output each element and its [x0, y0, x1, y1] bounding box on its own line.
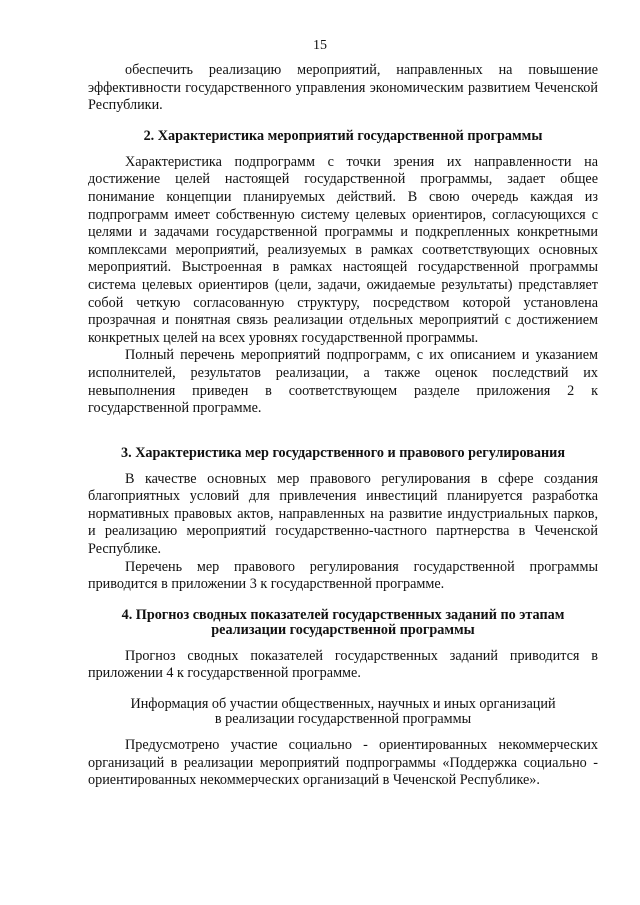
section-2-paragraph-2: Полный перечень мероприятий подпрограмм, с их описанием и указанием исполнителей, результатов реализации, а также оценок последствий их невыполнения приведен в соответствующем разделе приложения 2 к государственной программе.	[88, 347, 598, 417]
section-4-paragraph-1: Прогноз сводных показателей государственных заданий приводится в приложении 4 к государственной программе.	[88, 647, 598, 682]
participation-heading-line-1: Информация об участии общественных, научных и иных организаций	[130, 696, 556, 713]
section-4-heading-line-1: 4. Прогноз сводных показателей государственных заданий по этапам	[121, 606, 565, 623]
document-body	[88, 62, 598, 790]
section-2-heading: 2. Характеристика мероприятий государственной программы	[143, 127, 543, 144]
section-2-paragraph-1: Характеристика подпрограмм с точки зрения их направленности на достижение целей настоящей государственной программы, задает общее понимание концепции планируемых действий. В свою очередь каждая из подпрограмм имеет собственную систему целевых ориентиров, согласующихся с целями и задачами государственной программы и подкрепленных конкретными комплексами мероприятий, реализуемых в рамках соответствующих основных мероприятий. Выстроенная в рамках настоящей государственной программы система целевых ориентиров (цели, задачи, ожидаемые результаты) представляет собой четкую согласованную структуру, посредством которой установлена прозрачная и понятная связь реализации отдельных мероприятий с достижением конкретных целей на всех уровнях государственной программы.	[88, 153, 598, 346]
section-3-paragraph-2: Перечень мер правового регулирования государственной программы приводится в приложении 3 к государственной программе.	[88, 558, 598, 593]
section-3-paragraph-1: В качестве основных мер правового регулирования в сфере создания благоприятных условий для привлечения инвестиций планируется разработка нормативных правовых актов, направленных на развитие индустриальных парков, и реализацию мероприятий государственно-частного партнерства в Чеченской Республике.	[88, 470, 598, 558]
intro-paragraph: обеспечить реализацию мероприятий, направленных на повышение эффективности государственного управления экономическим развитием Чеченской Республики.	[88, 62, 598, 114]
participation-heading-line-2: в реализации государственной программы	[214, 711, 472, 728]
page-number: 15	[313, 38, 327, 53]
section-4-heading-line-2: реализации государственной программы	[211, 621, 475, 638]
section-3-heading: 3. Характеристика мер государственного и правового регулирования	[121, 444, 565, 461]
participation-paragraph-1: Предусмотрено участие социально - ориентированных некоммерческих организаций в реализации мероприятий подпрограммы «Поддержка социально - ориентированных некоммерческих организаций в Чеченской Республике».	[88, 737, 598, 789]
